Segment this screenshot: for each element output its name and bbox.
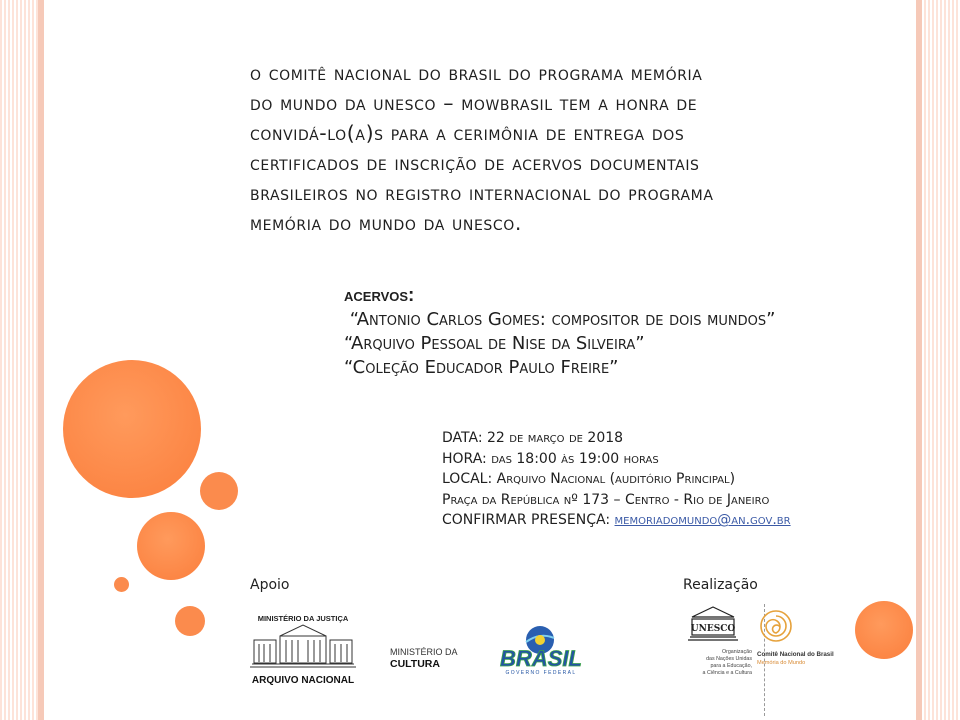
unesco-caption-line: das Nações Unidas — [706, 656, 752, 662]
date-line — [442, 428, 902, 449]
brasil-logo-sub: GOVERNO FEDERAL — [505, 670, 577, 676]
orange-circle-right — [855, 601, 913, 659]
rsvp-email-link[interactable]: memoriadomundo@an.gov.br — [614, 512, 791, 529]
unesco-caption-line: para a Educação, — [710, 663, 752, 669]
rsvp-label: CONFIRMAR PRESENÇA: — [442, 512, 611, 529]
acervo-item: “Arquivo Pessoal de Nise da Silveira” — [344, 333, 645, 354]
acervos-section — [344, 284, 884, 380]
apoio-label: Apoio — [250, 577, 290, 593]
invitation-text — [250, 58, 870, 238]
left-edge-decoration — [38, 0, 44, 720]
cnb-logo-line2: Memória do Mundo — [757, 660, 806, 666]
location-value: Arquivo Nacional (auditório Principal) — [496, 471, 736, 488]
time-label: HORA: — [442, 450, 487, 467]
arquivo-nacional-logo — [246, 612, 360, 688]
orange-circle-lower — [175, 606, 205, 636]
right-stripe-decoration — [916, 0, 960, 720]
acervos-heading: acervos: — [344, 285, 415, 306]
invitation-line: brasileiros no registro internacional do programa — [250, 181, 714, 205]
cultura-logo-line2: CULTURA — [390, 658, 440, 670]
location-line — [442, 469, 902, 490]
acervo-item: “Coleção Educador Paulo Freire” — [344, 357, 619, 378]
unesco-logo — [672, 600, 754, 682]
comite-nacional-logo — [754, 606, 844, 676]
event-details — [442, 428, 902, 531]
cultura-logo-line1: MINISTÉRIO DA — [390, 647, 458, 657]
invitation-line: o comitê nacional do brasil do programa memória — [250, 61, 703, 85]
building-icon — [250, 625, 356, 667]
unesco-caption-line: a Ciência e a Cultura — [702, 670, 752, 676]
orange-circle-medium — [137, 512, 205, 580]
acervo-item: “Antonio Carlos Gomes: compositor de dois mundos” — [344, 309, 776, 330]
invitation-line: convidá-lo(a)s para a cerimônia de entrega dos — [250, 121, 685, 145]
ministerio-cultura-logo — [390, 644, 476, 672]
orange-circle-large — [63, 360, 201, 498]
orange-circle-tiny — [114, 577, 129, 592]
unesco-word: UNESCO — [690, 624, 736, 634]
brasil-logo-word: BRASIL — [500, 646, 582, 671]
date-label: DATA: — [442, 430, 483, 446]
unesco-caption-line: Organização — [721, 649, 752, 655]
cnb-logo-line1: Comitê Nacional do Brasil — [757, 651, 834, 658]
rsvp-line — [442, 510, 902, 531]
time-value: das 18:00 às 19:00 horas — [491, 450, 659, 467]
invitation-line: do mundo da unesco – mowbrasil tem a honra de — [250, 91, 698, 115]
mj-logo-top-text: MINISTÉRIO DA JUSTIÇA — [257, 614, 349, 623]
right-edge-decoration — [916, 0, 922, 720]
brasil-governo-federal-logo — [484, 622, 598, 676]
time-line — [442, 449, 902, 470]
orange-circle-small — [200, 472, 238, 510]
memory-spiral-icon — [761, 611, 791, 641]
invitation-line: certificados de inscrição de acervos documentais — [250, 151, 700, 175]
mj-logo-bottom-text: ARQUIVO NACIONAL — [251, 675, 355, 686]
address-line: Praça da República nº 173 – Centro - Rio de Janeiro — [442, 491, 770, 508]
date-value: 22 de março de 2018 — [487, 430, 624, 446]
invitation-line: memória do mundo da unesco. — [250, 211, 522, 235]
location-label: LOCAL: — [442, 471, 493, 488]
realizacao-label: Realização — [683, 577, 758, 593]
